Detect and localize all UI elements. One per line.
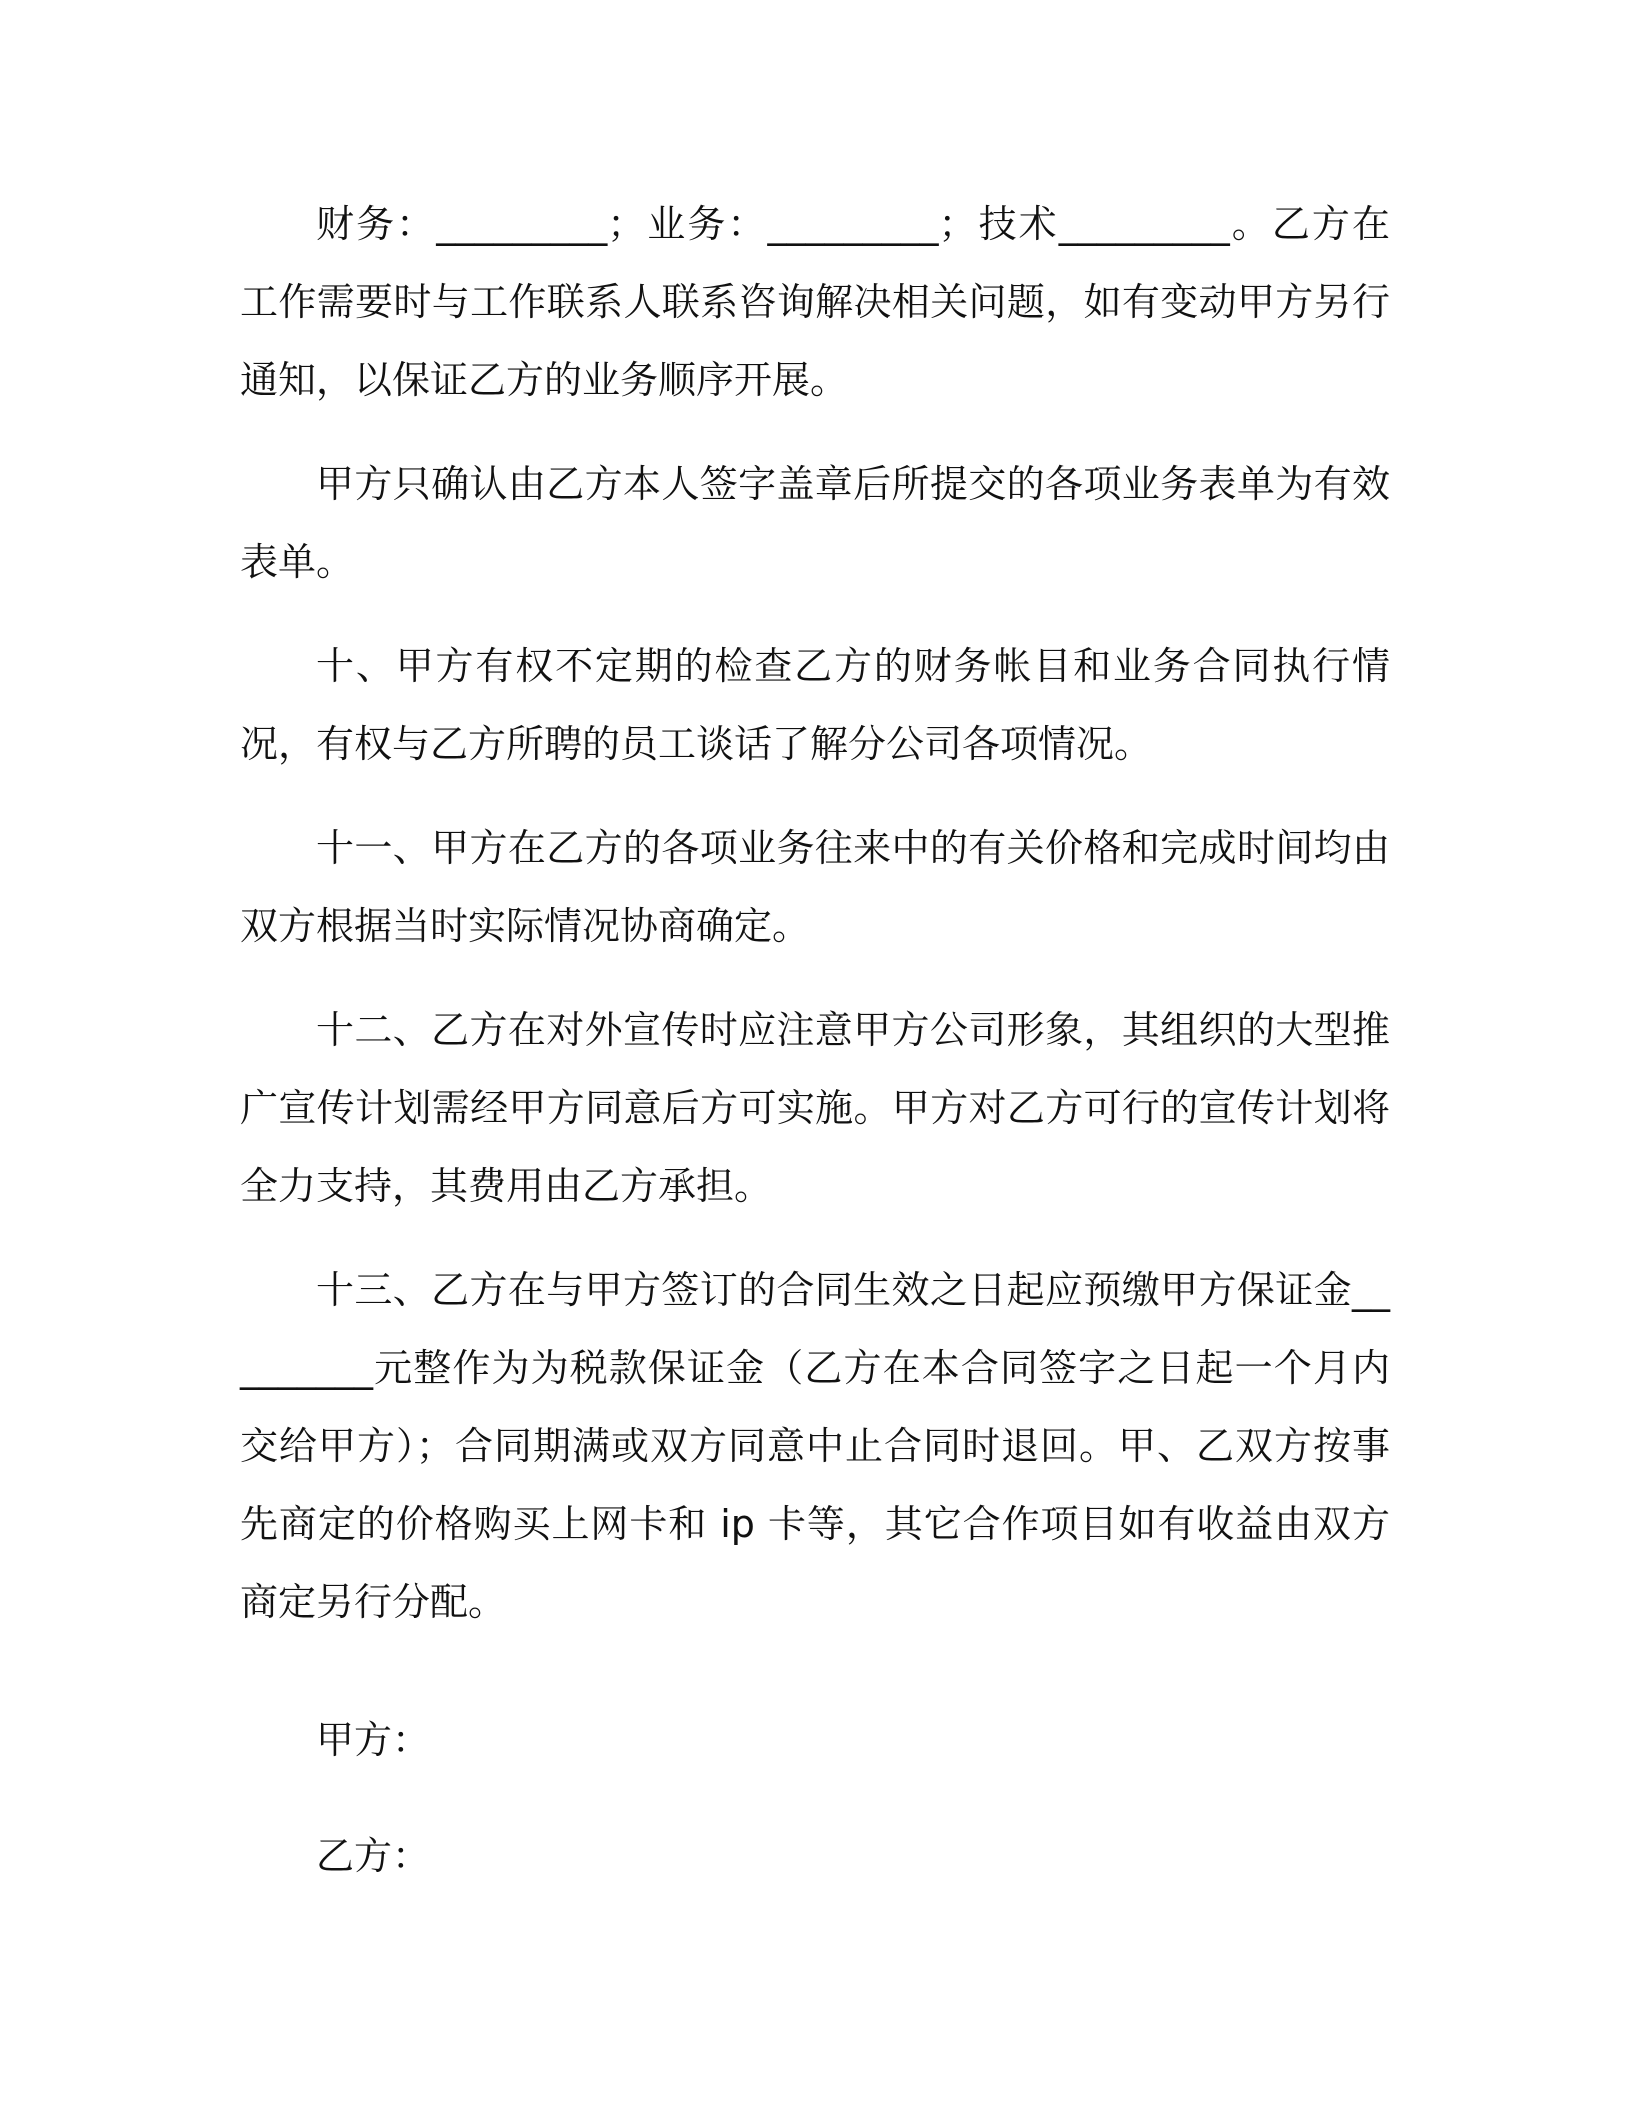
- paragraph-clause-12: 十二、乙方在对外宣传时应注意甲方公司形象，其组织的大型推广宣传计划需经甲方同意后方可实施。甲方对乙方可行的宣传计划将全力支持，其费用由乙方承担。: [240, 1008, 1390, 1208]
- document-page: [240, 185, 1390, 1895]
- paragraph-clause-13: 十三、乙方在与甲方签订的合同生效之日起应预缴甲方保证金_________元整作为为税款保证金（乙方在本合同签字之日起一个月内交给甲方）；合同期满或双方同意中止合同时退回。甲、乙双方按事先商定的价格购买上网卡和 ip 卡等，其它合作项目如有收益由双方商定另行分配。: [240, 1268, 1390, 1624]
- paragraph-valid-forms: 甲方只确认由乙方本人签字盖章后所提交的各项业务表单为有效表单。: [240, 462, 1390, 584]
- signature-party-a: 甲方：: [316, 1718, 431, 1762]
- paragraph-contacts: 财务：_________；业务：_________；技术_________。乙方在工作需要时与工作联系人联系咨询解决相关问题，如有变动甲方另行通知，以保证乙方的业务顺序开展。: [240, 202, 1390, 402]
- signature-party-b: 乙方：: [316, 1834, 431, 1878]
- paragraph-clause-10: 十、甲方有权不定期的检查乙方的财务帐目和业务合同执行情况，有权与乙方所聘的员工谈话了解分公司各项情况。: [240, 644, 1390, 766]
- paragraph-clause-11: 十一、甲方在乙方的各项业务往来中的有关价格和完成时间均由双方根据当时实际情况协商确定。: [240, 826, 1390, 948]
